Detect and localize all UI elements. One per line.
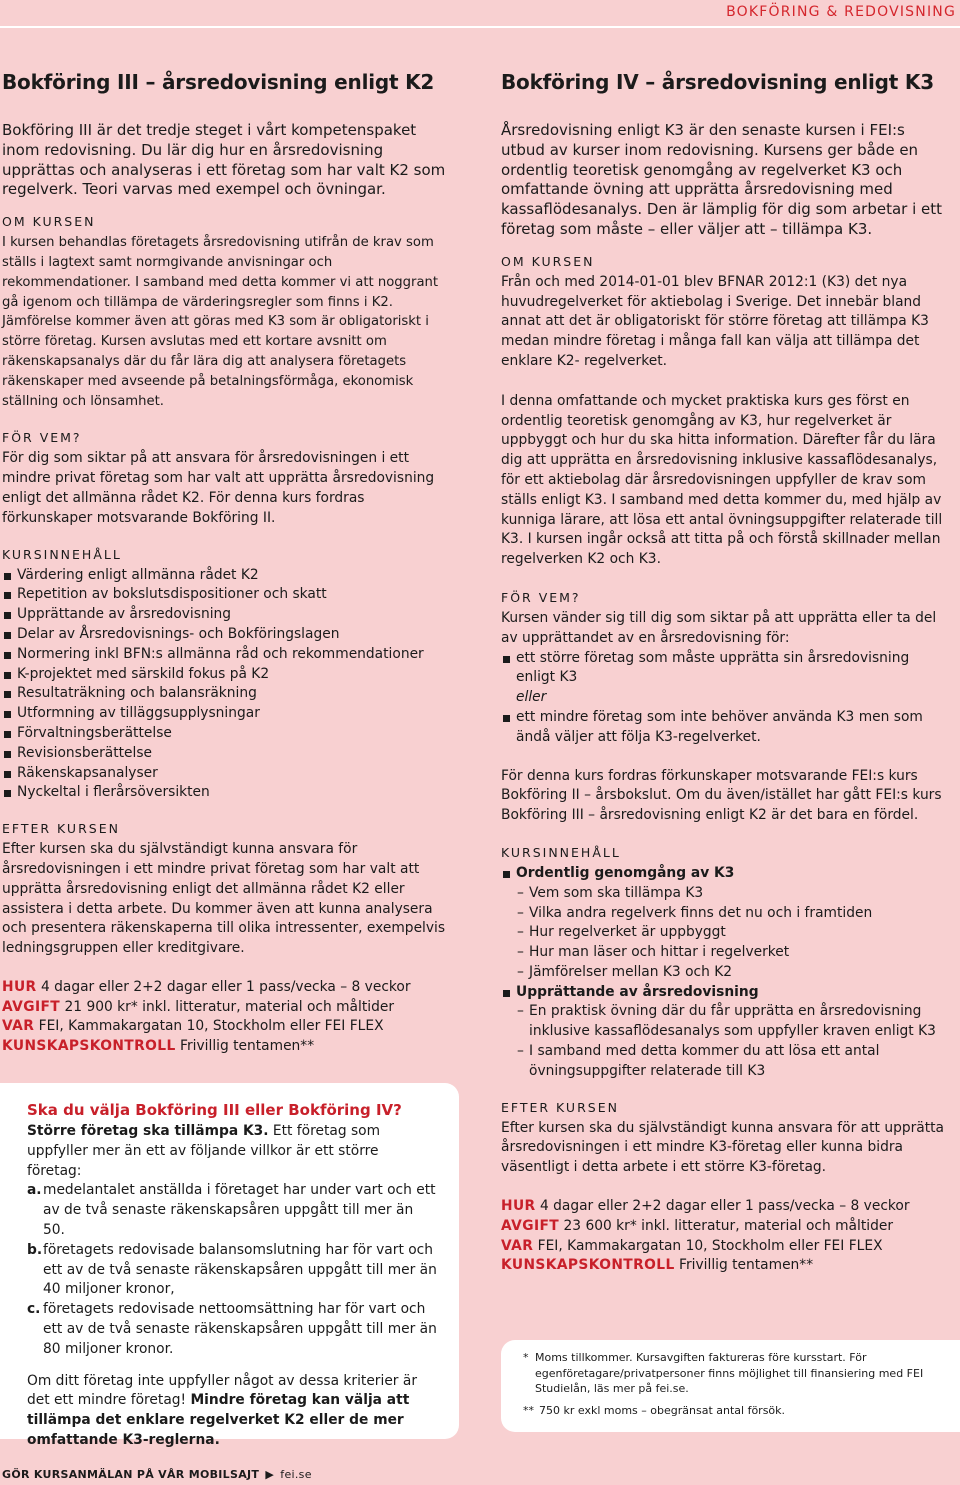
var-label: VAR (2, 1018, 35, 1035)
list-item: Repetition av bokslutsdispositioner och skatt (2, 585, 457, 605)
footer-cta (2, 1468, 312, 1481)
kunskapskontroll-value: Frivillig tentamen** (679, 1257, 814, 1274)
footnote-mark: * (523, 1351, 529, 1364)
list-item: Nyckeltal i flerårsöversikten (2, 783, 457, 803)
criterion-text: företagets redovisade nettoomsättning har för vart och ett av de två senaste räkenskapsåren uppgått till mer än 80 miljoner kronor. (43, 1301, 437, 1357)
list-item: Normering inkl BFN:s allmänna råd och rekommendationer (2, 645, 457, 665)
efter-kursen-text: Efter kursen ska du självständigt kunna ansvara för att upprätta årsredovisningen i ett mindre K3-företag eller kunna bidra väsentligt i detta arbete i ett större K3-företag. (501, 1119, 944, 1176)
footer-cta-text: GÖR KURSANMÄLAN PÅ VÅR MOBILSAJT (2, 1468, 260, 1481)
hur-value: 4 dagar eller 2+2 dagar eller 1 pass/vecka – 8 veckor (40, 978, 411, 995)
kunskapskontroll-value: Frivillig tentamen** (180, 1038, 315, 1055)
list-item: – En praktisk övning där du får upprätta en årsredovisning inklusive kassaflödesanalys som uppfyller kraven enligt K3 (501, 1002, 951, 1042)
box-lead-bold: Större företag ska tillämpa K3. (27, 1123, 269, 1139)
hur-label: HUR (501, 1198, 536, 1215)
footnote-text: Moms tillkommer. Kursavgiften faktureras före kursstart. För egenföretagare/privatpersoner finns möjlighet till finansiering med FEI Studielån, läs mer på fei.se. (535, 1351, 924, 1395)
list-item: Ordentlig genomgång av K3 (501, 864, 951, 884)
criterion-b (27, 1241, 437, 1300)
course-k2-title: Bokföring III – årsredovisning enligt K2 (2, 70, 435, 94)
for-vem-or: eller (516, 689, 547, 706)
list-item: Utformning av tilläggsupplysningar (2, 704, 457, 724)
hur-value: 4 dagar eller 2+2 dagar eller 1 pass/vecka – 8 veckor (539, 1198, 910, 1215)
header-divider (0, 26, 960, 28)
course-k3-title: Bokföring IV – årsredovisning enligt K3 (501, 70, 934, 94)
list-item: Värdering enligt allmänna rådet K2 (2, 566, 457, 586)
efter-kursen-text: Efter kursen ska du självständigt kunna ansvara för årsredovisningen i ett mindre privat företag som har valt att upprätta årsredovisning enligt det allmänna rådet K2 eller assistera i detta arbete. Du kommer även att kunna analysera och presentera räkenskaperna till olika intressenter, exempelvis ledningsgruppen eller kreditgivare. (2, 841, 446, 957)
list-item: – Vem som ska tillämpa K3 (501, 884, 951, 904)
list-item: – I samband med detta kommer du att lösa ett antal övningsuppgifter relaterade till K3 (501, 1042, 951, 1082)
hur-label: HUR (2, 978, 37, 995)
list-item: Upprättande av årsredovisning (501, 983, 951, 1003)
list-item: K-projektet med särskild fokus på K2 (2, 665, 457, 685)
list-item: ett större företag som måste upprätta sin årsredovisning enligt K3 (501, 649, 951, 689)
criterion-a (27, 1181, 437, 1240)
for-vem-text: För dig som siktar på att ansvara för årsredovisningen i ett mindre privat företag som har valt att upprätta årsredovisning enligt det allmänna rådet K2. För denna kurs fordras förkunskaper motsvarande Bokföring II. (2, 450, 435, 526)
list-item: Revisionsberättelse (2, 744, 457, 764)
criterion-key: a. (27, 1182, 42, 1199)
course-k3-column (501, 66, 951, 1276)
avgift-label: AVGIFT (2, 998, 61, 1015)
box-lead-rest: Ett företag som uppfyller mer än ett av följande villkor är ett större företag: (27, 1123, 381, 1179)
for-vem-prerequisites: För denna kurs fordras förkunskaper motsvarande FEI:s kurs Bokföring II – årsbokslut. Om du även/istället har gått FEI:s kurs Bokföring III – årsredovisning enligt K2 är det bara en fördel. (501, 767, 942, 824)
list-item: – Hur regelverket är uppbyggt (501, 923, 951, 943)
list-item: Delar av Årsredovisnings- och Bokföringslagen (2, 625, 457, 645)
kursinnehall-heading: KURSINNEHÅLL (501, 844, 621, 860)
criterion-key: c. (27, 1301, 41, 1318)
avgift-value: 21 900 kr* inkl. litteratur, material och måltider (64, 998, 395, 1015)
list-item: Resultaträkning och balansräkning (2, 684, 457, 704)
course-k2-intro: Bokföring III är det tredje steget i vårt kompetenspaket inom redovisning. Du lär dig hur en årsredovisning upprättas och analyseras i ett företag som har valt K2 som regelverk. Teori varvas med exempel och övningar. (2, 121, 446, 199)
criterion-text: medelantalet anställda i företaget har under vart och ett av de två senaste räkenskapsåren uppgått till mer än 50. (43, 1182, 436, 1238)
section-label: BOKFÖRING & REDOVISNING (726, 4, 956, 20)
box-lead (27, 1122, 437, 1181)
footnote-text: 750 kr exkl moms – obegränsat antal försök. (539, 1403, 786, 1417)
list-item: Räkenskapsanalyser (2, 764, 457, 784)
om-kursen-text-1: Från och med 2014-01-01 blev BFNAR 2012:1 (K3) det nya huvudregelverket för aktiebolag i Sverige. Det innebär bland annat att det är obligatoriskt för större företag att tillämpa K3 medan mindre företag i många fall kan välja att tillämpa det enklare K2- regelverket. (501, 273, 929, 369)
box-outro-bold: Mindre företag kan välja att tillämpa det enklare regelverket K2 eller de mer omfattande K3-reglerna. (27, 1392, 410, 1448)
om-kursen-heading: OM KURSEN (501, 253, 595, 269)
om-kursen-text: I kursen behandlas företagets årsredovisning utifrån de krav som ställs i lagtext samt normgivande anvisningar och rekommendationer. I samband med detta kommer vi att noggrant gå igenom och tillämpa de värderingsregler som finns i K2. Jämförelse kommer även att göras med K3 som är obligatoriskt i större företag. Kursen avslutas med ett kortare avsnitt om räkenskapsanalys där du får lära dig att analysera företagets räkenskaper med avseende på betalningsförmåga, ekonomisk ställning och lönsamhet. (2, 235, 439, 409)
list-item: – Hur man läser och hittar i regelverket (501, 943, 951, 963)
course-k2-info (2, 978, 457, 1057)
for-vem-heading: FÖR VEM? (2, 430, 82, 446)
box-outro-rest: Om ditt företag inte uppfyller något av dessa kriterier är det ett mindre företag! (27, 1372, 417, 1409)
footnotes-box (501, 1340, 960, 1432)
box-title: Ska du välja Bokföring III eller Bokföring IV? (27, 1101, 402, 1119)
footnote-2 (523, 1403, 950, 1419)
for-vem-list-2 (501, 708, 951, 748)
kursinnehall-sub-2 (501, 1002, 951, 1081)
om-kursen-text-2: I denna omfattande och mycket praktiska kurs ges först en ordentlig teoretisk genomgång av K3, hur regelverket är uppbyggt och hur du ska hitta information. Därefter får du lära dig att upprätta en årsredovisning inklusive kassaflödesanalys, för ett aktiebolag där årsredovisningen uppfyller de krav som ställs enligt K3. I samband med detta kommer du, med hjälp av kunniga lärare, att lösa ett antal övningsuppgifter relaterade till K3. I kursen ingår också att titta på och förstå skillnader mellan regelverken K2 och K3. (501, 392, 943, 568)
footnote-1 (523, 1350, 950, 1397)
var-value: FEI, Kammakargatan 10, Stockholm eller FEI FLEX (38, 1018, 384, 1035)
om-kursen-heading: OM KURSEN (2, 214, 96, 230)
efter-kursen-heading: EFTER KURSEN (2, 821, 120, 837)
kunskapskontroll-label: KUNSKAPSKONTROLL (501, 1257, 675, 1274)
arrow-right-icon: ▶ (265, 1468, 275, 1481)
for-vem-text: Kursen vänder sig till dig som siktar på att upprätta eller ta del av upprättandet av en årsredovisning för: (501, 609, 937, 646)
kunskapskontroll-label: KUNSKAPSKONTROLL (2, 1038, 176, 1055)
for-vem-list (501, 649, 951, 689)
list-item: Upprättande av årsredovisning (2, 605, 457, 625)
footnote-mark: ** (523, 1403, 534, 1417)
criterion-key: b. (27, 1241, 43, 1258)
kursinnehall-main-1 (501, 864, 951, 884)
k2-or-k3-box (0, 1083, 459, 1448)
avgift-value: 23 600 kr* inkl. litteratur, material och måltider (563, 1217, 894, 1234)
course-k3-intro: Årsredovisning enligt K3 är den senaste kursen i FEI:s utbud av kurser inom redovisning. Kursens ger både en ordentlig teoretisk genomgång av regelverket K3 och omfattande övning att upprätta årsredovisning med kassaflödesanalys. Den är lämplig för dig som arbetar i ett företag som måste – eller väljer att – tillämpa K3. (501, 121, 942, 238)
course-k2-column (2, 66, 457, 1057)
efter-kursen-heading: EFTER KURSEN (501, 1099, 619, 1115)
var-label: VAR (501, 1237, 534, 1254)
list-item: – Jämförelser mellan K3 och K2 (501, 963, 951, 983)
footer-link[interactable]: fei.se (280, 1468, 312, 1481)
for-vem-heading: FÖR VEM? (501, 589, 581, 605)
criterion-text: företagets redovisade balansomslutning har för vart och ett av de två senaste räkenskapsåren uppgått till mer än 40 miljoner kronor, (43, 1241, 437, 1298)
criterion-c (27, 1300, 437, 1359)
list-item: – Vilka andra regelverk finns det nu och i framtiden (501, 904, 951, 924)
avgift-label: AVGIFT (501, 1217, 560, 1234)
box-outro (27, 1372, 437, 1451)
kursinnehall-sub-1 (501, 884, 951, 983)
kursinnehall-list (2, 566, 457, 804)
course-k3-info (501, 1197, 951, 1276)
var-value: FEI, Kammakargatan 10, Stockholm eller FEI FLEX (537, 1237, 883, 1254)
kursinnehall-heading: KURSINNEHÅLL (2, 546, 122, 562)
kursinnehall-main-2 (501, 983, 951, 1003)
list-item: Förvaltningsberättelse (2, 724, 457, 744)
list-item: ett mindre företag som inte behöver använda K3 men som ändå väljer att följa K3-regelverket. (501, 708, 951, 748)
